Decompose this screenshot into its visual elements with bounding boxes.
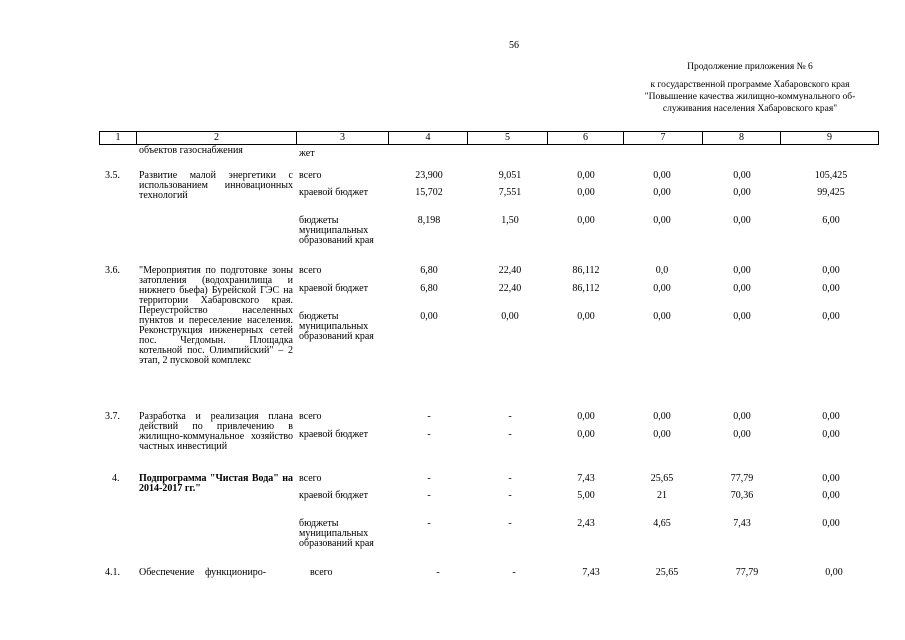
appendix-reference <box>600 79 900 115</box>
value-cell: 70,36 <box>730 490 754 501</box>
value-cell: 0,00 <box>653 429 671 440</box>
funding-source: краевой бюджет <box>299 283 368 294</box>
value-cell: 0,00 <box>822 490 840 501</box>
value-cell: 86,112 <box>572 283 600 294</box>
column-header: 8 <box>703 132 781 145</box>
row-number: 3.6. <box>105 265 120 276</box>
column-header: 2 <box>137 132 297 145</box>
value-cell: - <box>508 518 512 529</box>
appendix-continuation: Продолжение приложения № 6 <box>687 62 813 72</box>
funding-source: краевой бюджет <box>299 187 368 198</box>
column-header: 7 <box>624 132 703 145</box>
value-cell: - <box>508 473 512 484</box>
column-header: 6 <box>548 132 624 145</box>
funding-source: всего <box>299 473 322 484</box>
funding-source: всего <box>299 170 322 181</box>
funding-source: жет <box>299 148 315 159</box>
value-cell: 5,00 <box>577 490 595 501</box>
row-description: объектов газоснабжения <box>139 145 243 156</box>
value-cell: 0,00 <box>822 283 840 294</box>
value-cell: - <box>436 567 440 578</box>
column-header: 9 <box>781 132 879 145</box>
value-cell: 0,00 <box>653 170 671 181</box>
value-cell: 0,00 <box>822 265 840 276</box>
funding-source: всего <box>299 411 322 422</box>
value-cell: 1,50 <box>501 215 519 226</box>
value-cell: 25,65 <box>655 567 679 578</box>
value-cell: - <box>427 518 431 529</box>
value-cell: 0,00 <box>733 187 751 198</box>
value-cell: 86,112 <box>572 265 600 276</box>
value-cell: 0,00 <box>653 283 671 294</box>
value-cell: - <box>508 490 512 501</box>
value-cell: 0,00 <box>733 429 751 440</box>
value-cell: 7,43 <box>577 473 595 484</box>
value-cell: - <box>427 411 431 422</box>
row-description: "Мероприятия по подготовке зоны затопления (водохранилища и нижнего бьефа) Бурейской ГЭС на территории Хабаровского края. Переустройство населенных пунктов и переселение населения. Реконструкция инженерных сетей пос. Чегдомын. Площадка котельной пос. Олимпийский" – 2 этап, 2 пусковой комплекс <box>139 265 293 366</box>
value-cell: 23,900 <box>415 170 443 181</box>
value-cell: 0,00 <box>501 311 519 322</box>
value-cell: 0,00 <box>577 429 595 440</box>
value-cell: 6,80 <box>420 265 438 276</box>
value-cell: 0,00 <box>822 518 840 529</box>
value-cell: 0,0 <box>655 265 669 276</box>
value-cell: 4,65 <box>653 518 671 529</box>
column-header: 4 <box>389 132 468 145</box>
column-number-header <box>99 131 879 145</box>
row-number: 3.7. <box>105 411 120 422</box>
value-cell: - <box>508 411 512 422</box>
subprogram-title: Подпрограмма "Чистая Вода" на 2014-2017 гг." <box>139 473 293 494</box>
value-cell: 6,80 <box>420 283 438 294</box>
value-cell: 0,00 <box>733 215 751 226</box>
value-cell: 9,051 <box>498 170 522 181</box>
value-cell: 2,43 <box>577 518 595 529</box>
value-cell: 99,425 <box>817 187 845 198</box>
value-cell: 7,551 <box>498 187 522 198</box>
column-header: 5 <box>468 132 548 145</box>
value-cell: 0,00 <box>733 170 751 181</box>
funding-source: всего <box>310 567 333 578</box>
funding-source: бюджеты муниципальных образований края <box>299 311 374 342</box>
value-cell: 0,00 <box>733 283 751 294</box>
value-cell: 0,00 <box>577 311 595 322</box>
column-header: 3 <box>297 132 389 145</box>
value-cell: 105,425 <box>814 170 848 181</box>
value-cell: - <box>512 567 516 578</box>
row-number: 4.1. <box>105 567 120 578</box>
column-header: 1 <box>100 132 137 145</box>
value-cell: 0,00 <box>653 411 671 422</box>
value-cell: 25,65 <box>650 473 674 484</box>
appendix-line: к государственной программе Хабаровского края <box>650 80 850 90</box>
value-cell: 0,00 <box>733 265 751 276</box>
value-cell: 0,00 <box>822 429 840 440</box>
value-cell: 0,00 <box>653 215 671 226</box>
value-cell: 0,00 <box>577 215 595 226</box>
row-number: 4. <box>112 473 120 484</box>
value-cell: - <box>427 429 431 440</box>
row-description: Обеспечение функциониро- <box>139 567 267 578</box>
value-cell: 22,40 <box>498 283 522 294</box>
value-cell: 0,00 <box>577 170 595 181</box>
value-cell: - <box>427 473 431 484</box>
appendix-line: служивания населения Хабаровского края" <box>662 104 838 114</box>
funding-source: всего <box>299 265 322 276</box>
page-number: 56 <box>509 40 519 51</box>
value-cell: 7,43 <box>733 518 751 529</box>
value-cell: 0,00 <box>822 411 840 422</box>
value-cell: 0,00 <box>577 187 595 198</box>
value-cell: 0,00 <box>733 411 751 422</box>
value-cell: - <box>508 429 512 440</box>
value-cell: 15,702 <box>415 187 443 198</box>
value-cell: 7,43 <box>582 567 600 578</box>
value-cell: 0,00 <box>822 311 840 322</box>
value-cell: 22,40 <box>498 265 522 276</box>
row-description: Разработка и реализация плана действий по привлечению в жилищно-коммунальное хозяйство частных инвестиций <box>139 411 293 452</box>
header-row <box>100 132 879 145</box>
funding-source: краевой бюджет <box>299 490 368 501</box>
value-cell: - <box>427 490 431 501</box>
value-cell: 0,00 <box>733 311 751 322</box>
value-cell: 6,00 <box>822 215 840 226</box>
value-cell: 0,00 <box>577 411 595 422</box>
row-number: 3.5. <box>105 170 120 181</box>
value-cell: 0,00 <box>420 311 438 322</box>
appendix-line: "Повышение качества жилищно-коммунального об- <box>644 92 856 102</box>
value-cell: 0,00 <box>822 473 840 484</box>
value-cell: 21 <box>657 490 667 501</box>
value-cell: 0,00 <box>653 311 671 322</box>
value-cell: 0,00 <box>653 187 671 198</box>
funding-source: бюджеты муниципальных образований края <box>299 215 374 246</box>
value-cell: 8,198 <box>417 215 441 226</box>
value-cell: 0,00 <box>825 567 843 578</box>
value-cell: 77,79 <box>730 473 754 484</box>
funding-source: бюджеты муниципальных образований края <box>299 518 374 549</box>
row-description: Развитие малой энергетики с использованием инновационных технологий <box>139 170 293 201</box>
funding-source: краевой бюджет <box>299 429 368 440</box>
value-cell: 77,79 <box>735 567 759 578</box>
